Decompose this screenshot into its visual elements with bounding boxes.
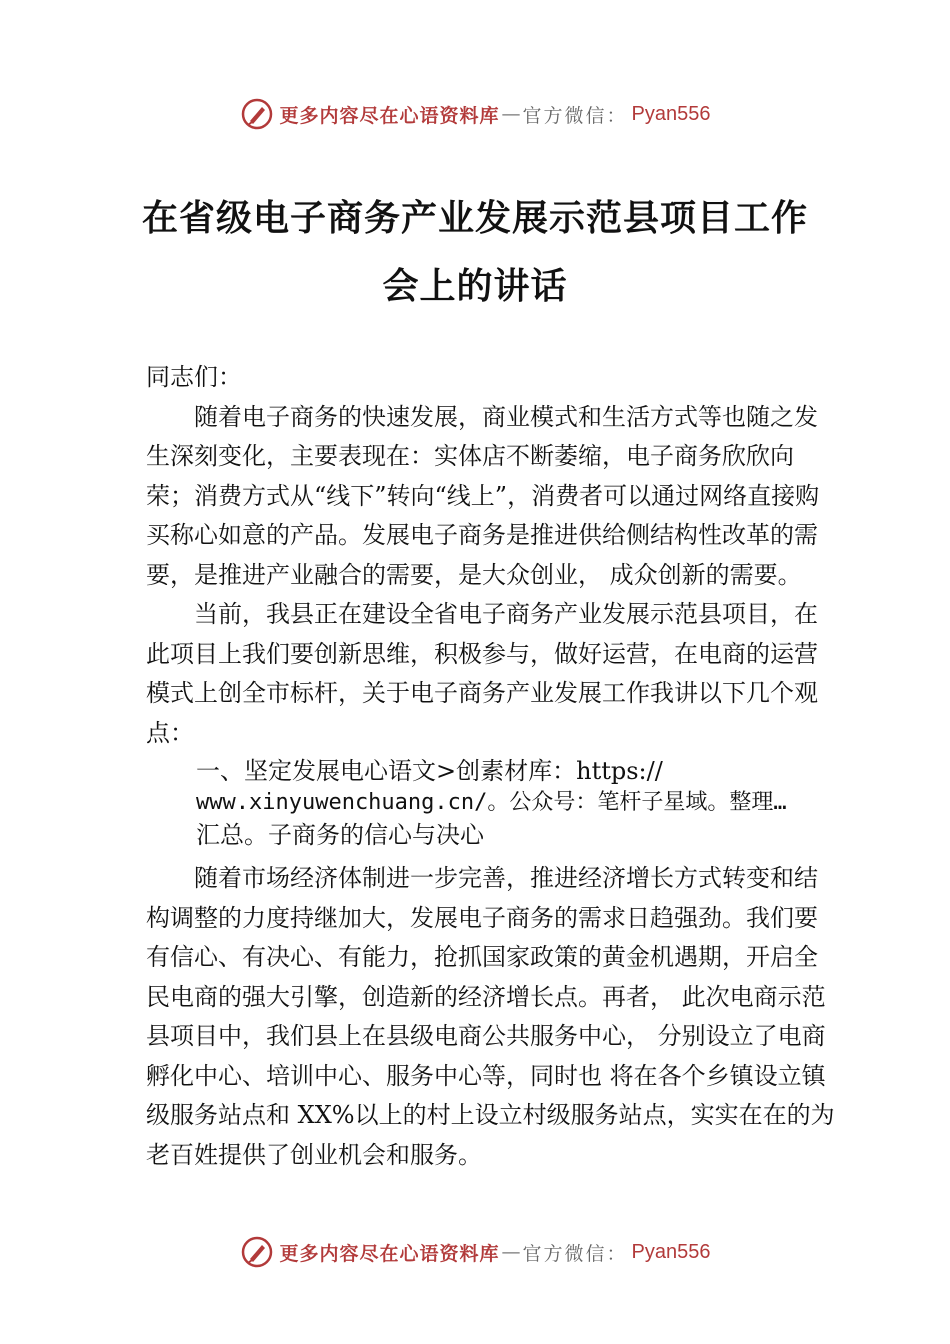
banner-text: 更多内容尽在心语资料库: [279, 1242, 500, 1265]
document-title-line1: 在省级电子商务产业发展示范县项目工作: [141, 197, 808, 239]
salutation: 同志们：: [146, 363, 242, 391]
footer-watermark-banner: [0, 1232, 950, 1272]
banner-account: Pyan556: [631, 102, 711, 125]
document-body: [146, 358, 836, 1175]
section-heading-1-line3: 汇总。子商务的信心与决心: [196, 821, 484, 849]
document-title-line2: 会上的讲话: [382, 265, 568, 307]
header-watermark-banner: [0, 94, 950, 134]
banner-wechat-label: 官方微信：: [522, 104, 628, 127]
section-heading-1-line1: 一、坚定发展电心语文>创素材库：https://: [196, 757, 663, 785]
banner-separator: —: [501, 103, 521, 125]
paragraph-3: 随着市场经济体制进一步完善，推进经济增长方式转变和结构调整的力度持继加大，发展电子商务的需求日趋强劲。我们要有信心、有决心、有能力，抢抓国家政策的黄金机遇期，开启全民电商的强大引擎，创造新的经济增长点。再者， 此次电商示范县项目中，我们县上在县级电商公共服务中心， 分别设立了电商孵化中心、培训中心、服务中心等，同时也 将在各个乡镇设立镇级服务站点和 XX%以上的村上设立村级服务站点，实实在在的为老百姓提供了创业机会和服务。: [146, 864, 835, 1169]
banner-separator: —: [501, 1241, 521, 1263]
pen-logo-icon: [240, 1235, 274, 1269]
section-heading-1-line2: www.xinyuwenchuang.cn/。公众号：笔杆子星域。整理…: [196, 790, 787, 815]
pen-logo-icon: [240, 97, 274, 131]
banner-account: Pyan556: [631, 1240, 711, 1263]
section-heading-1: [146, 755, 836, 851]
paragraph-1: 随着电子商务的快速发展，商业模式和生活方式等也随之发生深刻变化，主要表现在：实体店不断萎缩，电子商务欣欣向荣；消费方式从“线下”转向“线上”，消费者可以通过网络直接购买称心如意的产品。发展电子商务是推进供给侧结构性改革的需要，是推进产业融合的需要，是大众创业， 成众创新的需要。: [146, 402, 820, 589]
banner-wechat-label: 官方微信：: [522, 1242, 628, 1265]
paragraph-2: 当前，我县正在建设全省电子商务产业发展示范县项目，在此项目上我们要创新思维，积极参与，做好运营，在电商的运营模式上创全市标杆，关于电子商务产业发展工作我讲以下几个观点：: [146, 600, 818, 747]
banner-text: 更多内容尽在心语资料库: [279, 104, 500, 127]
